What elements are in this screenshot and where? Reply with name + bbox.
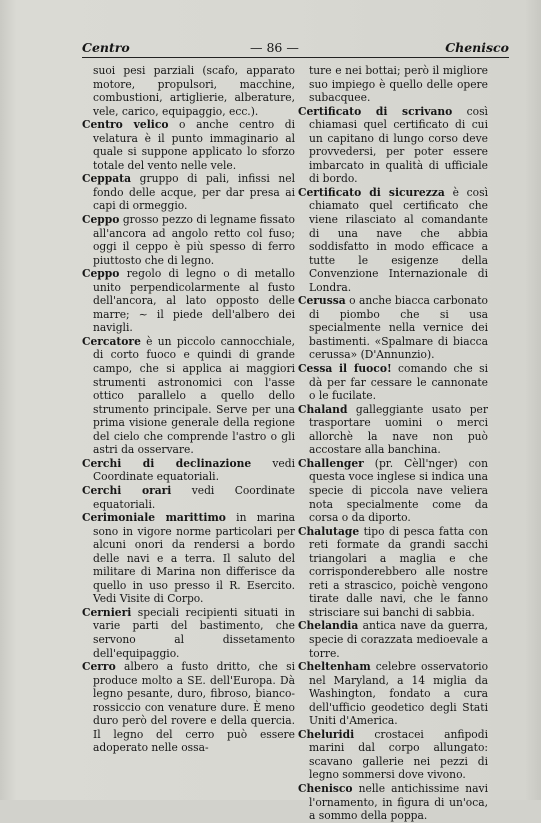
entry-text: suoi pesi parziali (scafo, apparato motore, propulsori, macchine, combustioni, artiglierie, alberature, vele, carico, equipaggio, ecc.). (93, 64, 295, 118)
dictionary-entry (82, 118, 295, 172)
dictionary-entry (82, 64, 295, 118)
entry-text: grosso pezzo di legname fissato all'ancora ad angolo retto col fuso; oggi il ceppo è più spesso di ferro piuttosto che di legno. (93, 213, 295, 267)
dictionary-entry (298, 782, 488, 823)
header-last-word: Chenisco (445, 40, 509, 55)
entry-headword: Cerimoniale marittimo (82, 511, 226, 525)
entry-text: comando che si dà per far cessare le cannonate o le fucilate. (309, 362, 488, 403)
entry-headword: Cerchi di declinazione (82, 456, 252, 470)
dictionary-entry (298, 186, 488, 294)
entry-headword: Ceppo (82, 213, 120, 227)
dictionary-entry (298, 660, 488, 728)
header-first-word: Centro (82, 40, 130, 55)
dictionary-entry (298, 294, 488, 362)
page-number: — 86 — (250, 40, 299, 55)
entry-text: nelle antichissime navi l'ornamento, in figura di un'oca, a sommo della poppa. (309, 781, 488, 823)
entry-headword: Cercatore (82, 334, 141, 348)
entry-text: in marina sono in vigore norme particolari per alcuni onori da rendersi a bordo delle navi e a terra. Il saluto del militare di Marina non differisce da quello in uso presso il R. Esercito. Vedi Visite di Corpo. (93, 511, 295, 606)
dictionary-entry (82, 457, 295, 484)
dictionary-entry (298, 362, 488, 403)
dictionary-entry (298, 403, 488, 457)
entry-headword: Cernieri (82, 605, 132, 619)
entry-text: vedi Coordinate equatoriali. (93, 483, 295, 511)
entry-headword: Certificato di scrivano (298, 104, 453, 118)
entry-text: galleggiante usato per trasportare uomini o merci allorchè la nave non può accostare alla banchina. (309, 402, 488, 457)
entry-headword: Chelandia (298, 619, 359, 633)
entry-text: o anche centro di velatura è il punto immaginario al quale si suppone applicato lo sforzo totale del vento nelle vele. (93, 118, 295, 172)
entry-headword: Cerchi orari (82, 483, 172, 497)
dictionary-entry (82, 484, 295, 511)
dictionary-entry (82, 511, 295, 606)
dictionary-entry (82, 172, 295, 213)
entry-headword: Challenger (298, 456, 364, 470)
entry-text: crostacei anfipodi marini dal corpo allungato: scavano gallerie nei pezzi di legno sommersi dove vivono. (309, 727, 488, 782)
entry-text: albero a fusto dritto, che si produce molto a SE. dell'Europa. Dà legno pesante, duro, fibroso, bianco-rossiccio con venature dure. È meno duro però del rovere e della quercia. Il legno del cerro può essere adoperato nelle ossa- (93, 660, 295, 755)
dictionary-entry (298, 64, 488, 105)
entry-text: speciali recipienti situati in varie parti del bastimento, che servono al dissetamento dell'equipaggio. (93, 605, 295, 660)
entry-headword: Chaland (298, 402, 348, 416)
entry-headword: Certificato di sicurezza (298, 185, 445, 199)
entry-headword: Centro velico (82, 118, 169, 132)
header-rule (82, 57, 509, 58)
dictionary-entry (298, 457, 488, 525)
entry-headword: Cessa il fuoco! (298, 362, 392, 376)
left-column (82, 64, 295, 755)
entry-text: antica nave da guerra, specie di corazzata medioevale a torre. (309, 619, 488, 660)
dictionary-entry (82, 660, 295, 755)
running-header (82, 40, 509, 56)
dictionary-entry (298, 619, 488, 660)
dictionary-entry (298, 525, 488, 620)
entry-text: così chiamasi quel certificato di cui un capitano di lungo corso deve provvedersi, per poter essere imbarcato in qualità di ufficiale di bordo. (309, 104, 488, 186)
dictionary-entry (298, 728, 488, 782)
entry-headword: Ceppata (82, 172, 132, 186)
dictionary-entry (82, 267, 295, 335)
entry-text: gruppo di pali, infissi nel fondo delle acque, per dar presa ai capi di ormeggio. (93, 172, 295, 213)
entry-text: regolo di legno o di metallo unito perpendicolarmente al fusto dell'ancora, al lato opposto delle marre; ∼ il piede dell'albero dei navigli. (93, 267, 295, 335)
dictionary-entry (82, 606, 295, 660)
entry-headword: Cheluridi (298, 727, 355, 741)
entry-text: (pr. Cèll'nger) con questa voce inglese si indica una specie di piccola nave veliera nota specialmente come da corsa o da diporto. (309, 456, 488, 525)
entry-text: celebre osservatorio nel Maryland, a 14 miglia da Washington, fondato a cura dell'ufficio geodetico degli Stati Uniti d'America. (309, 660, 488, 728)
entry-headword: Cerro (82, 660, 116, 674)
dictionary-entry (298, 105, 488, 186)
entry-headword: Chalutage (298, 524, 360, 538)
entry-headword: Chenisco (298, 781, 353, 795)
entry-headword: Cerussa (298, 294, 346, 308)
entry-text: tipo di pesca fatta con reti formate da grandi sacchi triangolari a maglia e che corrisponderebbero alle nostre reti a strascico, poichè vengono tirate dalle navi, che le fanno strisciare sui banchi di sabbia. (309, 524, 488, 619)
entry-text: o anche biacca carbonato di piombo che si usa specialmente nella vernice dei bastimenti. «Spalmare di biacca cerussa» (D'Annunzio). (309, 294, 488, 362)
entry-text: è un piccolo cannocchiale, di corto fuoco e quindi di grande campo, che si applica ai maggiori strumenti astronomici con l'asse ottico parallelo a quello dello strumento principale. Serve per una prima visione generale della regione del cielo che comprende l'astro o gli astri da osservare. (93, 334, 295, 457)
entry-headword: Ceppo (82, 267, 120, 281)
entry-headword: Cheltenham (298, 660, 371, 674)
entry-text: è così chiamato quel certificato che viene rilasciato al comandante di una nave che abbia soddisfatto in modo efficace a tutte le esigenze della Convenzione Internazionale di Londra. (309, 185, 488, 294)
dictionary-entry (82, 213, 295, 267)
entry-text: ture e nei bottai; però il migliore suo impiego è quello delle opere subacquee. (309, 64, 488, 105)
dictionary-entry (82, 335, 295, 457)
entry-text: vedi Coordinate equatoriali. (93, 456, 295, 484)
right-column (298, 64, 488, 823)
